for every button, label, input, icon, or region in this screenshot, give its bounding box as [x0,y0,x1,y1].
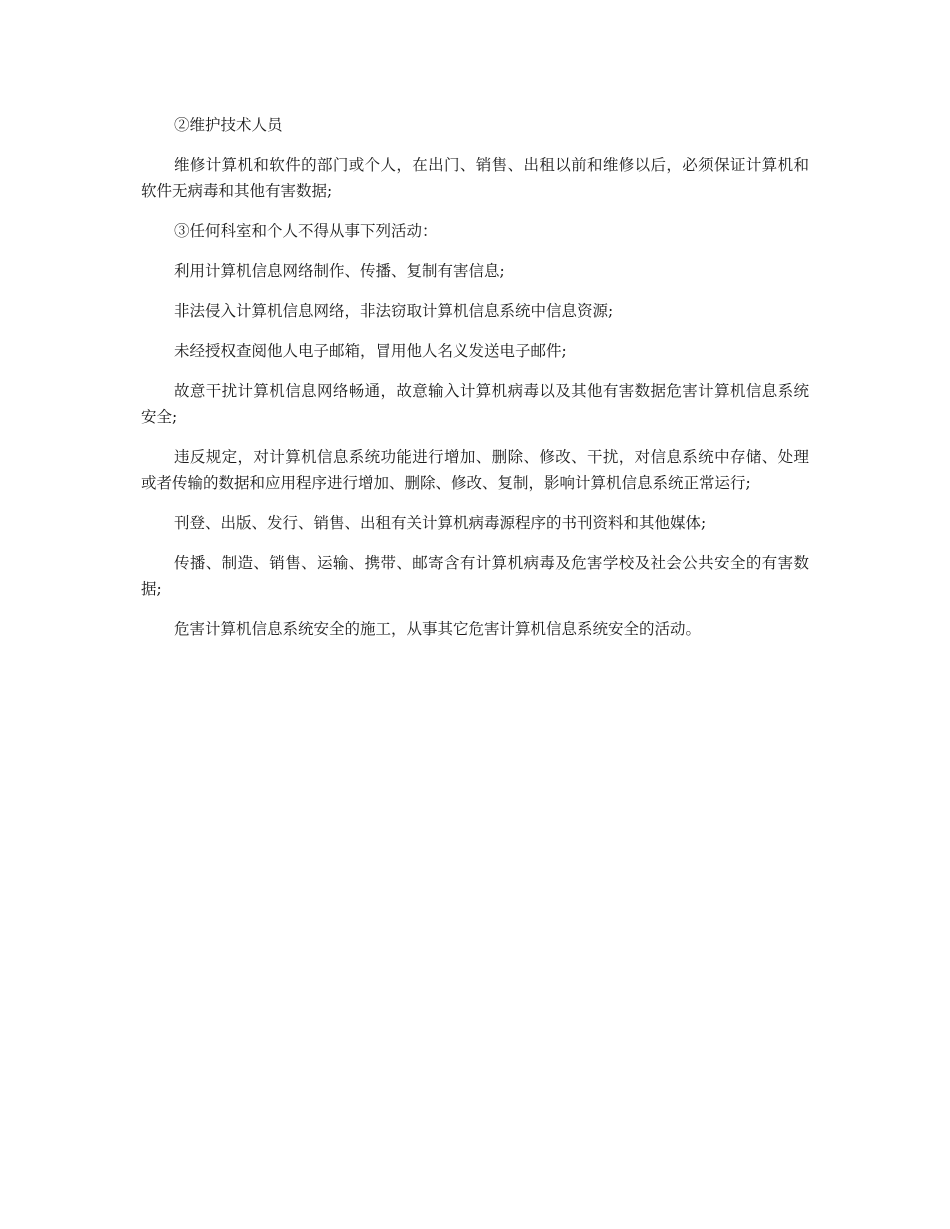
document-page [141,112,809,656]
prohibited-item-3: 未经授权查阅他人电子邮箱，冒用他人名义发送电子邮件; [174,342,567,360]
prohibited-item-6: 刊登、出版、发行、销售、出租有关计算机病毒源程序的书刊资料和其他媒体; [174,514,707,532]
heading-prohibited-activities: ③任何科室和个人不得从事下列活动： [174,222,438,240]
heading-maintenance-staff: ②维护技术人员 [174,116,283,134]
paragraph-repair-requirement: 维修计算机和软件的部门或个人，在出门、销售、出租以前和维修以后，必须保证计算机和软件无病毒和其他有害数据; [141,156,809,200]
prohibited-item-8: 危害计算机信息系统安全的施工，从事其它危害计算机信息系统安全的活动。 [174,620,702,638]
prohibited-item-5: 违反规定，对计算机信息系统功能进行增加、删除、修改、干扰，对信息系统中存储、处理或者传输的数据和应用程序进行增加、删除、修改、复制，影响计算机信息系统正常运行; [141,448,809,492]
prohibited-item-7: 传播、制造、销售、运输、携带、邮寄含有计算机病毒及危害学校及社会公共安全的有害数据; [141,554,809,598]
prohibited-item-2: 非法侵入计算机信息网络，非法窃取计算机信息系统中信息资源; [174,302,614,320]
prohibited-item-1: 利用计算机信息网络制作、传播、复制有害信息; [174,262,505,280]
prohibited-item-4: 故意干扰计算机信息网络畅通，故意输入计算机病毒以及其他有害数据危害计算机信息系统安全; [141,382,809,426]
